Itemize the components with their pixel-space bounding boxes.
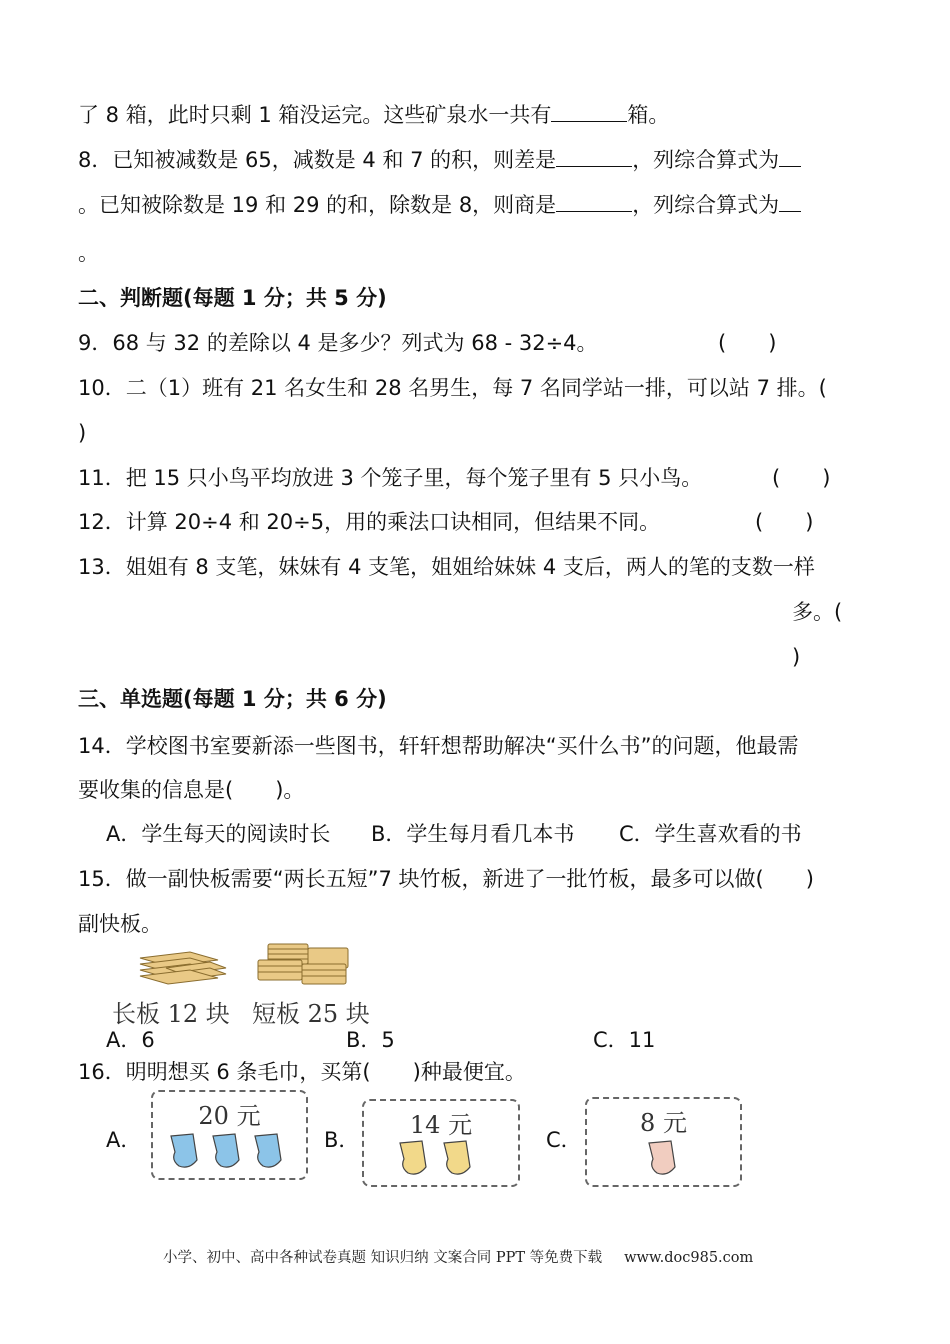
- q13-line1: 13．姐姐有 8 支笔，妹妹有 4 支笔，姐姐给妹妹 4 支后，两人的笔的支数一样: [78, 555, 815, 579]
- q16-option-a-price: 20 元: [198, 1102, 261, 1130]
- q8-text-b: ，列综合算式为: [632, 148, 780, 172]
- q8-line2: [78, 190, 801, 220]
- answer-blank[interactable]: [779, 191, 801, 212]
- q9-text: 9．68 与 32 的差除以 4 是多少？列式为 68 - 32÷4。: [78, 331, 598, 355]
- answer-blank[interactable]: [556, 146, 632, 167]
- q15-option-a[interactable]: A．6: [106, 1028, 155, 1052]
- long-boards-stack-icon: [140, 952, 226, 984]
- towel-icon-one: [643, 1137, 689, 1179]
- q8-text-c: 。已知被除数是 19 和 29 的和，除数是 8，则商是: [78, 193, 557, 217]
- footer-text: 小学、初中、高中各种试卷真题 知识归纳 文案合同 PPT 等免费下载: [163, 1250, 603, 1266]
- long-boards-label: 长板 12 块: [112, 1000, 230, 1028]
- q16-option-c-price: 8 元: [640, 1109, 687, 1137]
- q14-line1: 14．学校图书室要新添一些图书，轩轩想帮助解决“买什么书”的问题，他最需: [78, 734, 799, 758]
- q12-text: 12．计算 20÷4 和 20÷5，用的乘法口诀相同，但结果不同。: [78, 510, 661, 534]
- q14-line2: 要收集的信息是( )。: [78, 778, 305, 802]
- bamboo-boards-illustration: [130, 938, 370, 994]
- q13-line3: ): [792, 645, 801, 669]
- q16-option-a-card[interactable]: [151, 1090, 308, 1180]
- q13-line2: 多。(: [792, 600, 843, 624]
- section-heading-judgment: 二、判断题(每题 1 分；共 5 分): [78, 286, 387, 310]
- q11-text: 11．把 15 只小鸟平均放进 3 个笼子里，每个笼子里有 5 只小鸟。: [78, 466, 703, 490]
- short-boards-stack-icon: [258, 944, 348, 984]
- q8-text-d: ，列综合算式为: [632, 193, 780, 217]
- q16-option-c-letter[interactable]: C．: [546, 1128, 582, 1152]
- q16-option-b-card[interactable]: [362, 1099, 520, 1187]
- q8-line1: [78, 145, 801, 175]
- q15-line2: 副快板。: [78, 912, 162, 936]
- towel-icons-two: [394, 1137, 494, 1179]
- answer-blank[interactable]: [551, 101, 627, 122]
- q16-option-b-letter[interactable]: B．: [324, 1128, 360, 1152]
- q15-line1: 15．做一副快板需要“两长五短”7 块竹板，新进了一批竹板，最多可以做( ): [78, 867, 814, 891]
- q9-answer-paren[interactable]: ( ): [718, 331, 777, 355]
- short-boards-label: 短板 25 块: [252, 1000, 370, 1028]
- q12-answer-paren[interactable]: ( ): [755, 510, 814, 534]
- q10-line1: 10．二（1）班有 21 名女生和 28 名男生，每 7 名同学站一排，可以站 7 排。(: [78, 376, 827, 400]
- q10-line2: ): [78, 421, 87, 445]
- q7-text-after: 箱。: [627, 103, 670, 127]
- q7-text: 了 8 箱，此时只剩 1 箱没运完。这些矿泉水一共有: [78, 103, 552, 127]
- q16-option-c-card[interactable]: [585, 1097, 742, 1187]
- q11-answer-paren[interactable]: ( ): [772, 466, 831, 490]
- answer-blank[interactable]: [779, 146, 801, 167]
- towel-icons-three: [165, 1130, 295, 1172]
- q15-option-b[interactable]: B．5: [346, 1028, 395, 1052]
- q15-option-c[interactable]: C．11: [593, 1028, 656, 1052]
- q8-text-a: 8．已知被减数是 65，减数是 4 和 7 的积，则差是: [78, 148, 557, 172]
- q7-tail-line: [78, 100, 669, 130]
- q16-option-b-price: 14 元: [409, 1111, 473, 1139]
- footer-url[interactable]: www.doc985.com: [624, 1250, 754, 1266]
- answer-blank[interactable]: [556, 191, 632, 212]
- section-heading-single-choice: 三、单选题(每题 1 分；共 6 分): [78, 687, 387, 711]
- q16-option-a-letter[interactable]: A．: [106, 1128, 142, 1152]
- q16-text: 16．明明想买 6 条毛巾，买第( )种最便宜。: [78, 1060, 526, 1084]
- q14-option-b[interactable]: B．学生每月看几本书: [371, 822, 575, 846]
- footer: [163, 1246, 753, 1267]
- q8-line3: 。: [78, 241, 99, 265]
- q14-option-c[interactable]: C．学生喜欢看的书: [619, 822, 802, 846]
- q14-option-a[interactable]: A．学生每天的阅读时长: [106, 822, 331, 846]
